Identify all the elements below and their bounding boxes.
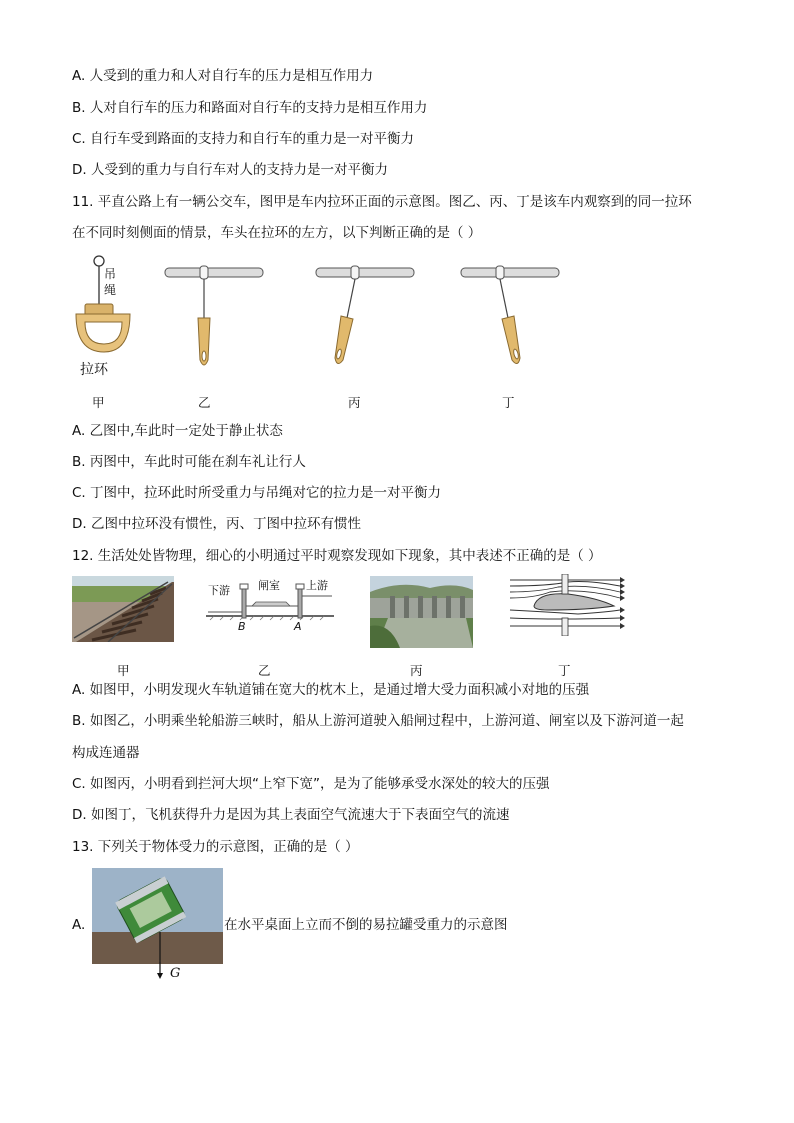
q12-upstream-label: 上游 <box>306 579 328 592</box>
q12-option-b: B. 如图乙，小明乘坐轮船游三峡时，船从上游河道驶入船闸过程中，上游河道、闸室以及下游河道一起 <box>72 713 684 729</box>
q13-option-a-prefix: A. <box>72 917 86 933</box>
q11-option-c: C. 丁图中，拉环此时所受重力与吊绳对它的拉力是一对平衡力 <box>72 485 442 501</box>
q11-option-a: A. 乙图中,车此时一定处于静止状态 <box>72 423 283 439</box>
q11-stem-line2: 在不同时刻侧面的情景，车头在拉环的左方，以下判断正确的是（ ） <box>72 225 482 241</box>
q13-stem: 13. 下列关于物体受力的示意图，正确的是（ ） <box>72 839 359 855</box>
q12-option-d: D. 如图丁，飞机获得升力是因为其上表面空气流速大于下表面空气的流速 <box>72 807 510 823</box>
q10-option-a: A. 人受到的重力和人对自行车的压力是相互作用力 <box>72 68 374 84</box>
q12-caption-yi: 乙 <box>258 663 271 678</box>
q13-gravity-label: G <box>170 966 181 981</box>
q11-stem-line1: 11. 平直公路上有一辆公交车，图甲是车内拉环正面的示意图。图乙、丙、丁是该车内观察到的同一拉环 <box>72 194 692 210</box>
q11-caption-yi: 乙 <box>198 395 211 410</box>
q11-figure-bing <box>313 262 417 374</box>
q12-point-b-label: B <box>238 620 246 633</box>
q12-figure-dam <box>370 576 473 648</box>
q11-option-b: B. 丙图中，车此时可能在刹车礼让行人 <box>72 454 306 470</box>
q12-caption-ding: 丁 <box>558 663 571 678</box>
q10-option-c: C. 自行车受到路面的支持力和自行车的重力是一对平衡力 <box>72 131 415 147</box>
q11-figure-ding <box>458 262 562 374</box>
q11-caption-jia: 甲 <box>92 395 105 410</box>
q12-caption-jia: 甲 <box>117 663 130 678</box>
q12-option-c: C. 如图丙，小明看到拦河大坝“上窄下宽”，是为了能够承受水深处的较大的压强 <box>72 776 550 792</box>
q11-rope-label-1: 吊 <box>104 267 117 281</box>
q11-rope-label-2: 绳 <box>104 283 117 297</box>
q12-figure-railway <box>72 576 174 642</box>
q11-rope-label <box>104 266 116 298</box>
q11-option-d: D. 乙图中拉环没有惯性，丙、丁图中拉环有惯性 <box>72 516 361 532</box>
q13-option-a-text: 在水平桌面上立而不倒的易拉罐受重力的示意图 <box>224 917 508 933</box>
q12-downstream-label: 下游 <box>208 584 230 597</box>
q12-lock-label: 闸室 <box>258 579 280 592</box>
q12-option-b-cont: 构成连通器 <box>72 745 140 761</box>
q12-figure-wing <box>508 574 626 636</box>
q11-figure-yi <box>162 262 266 374</box>
q11-caption-bing: 丙 <box>348 395 361 410</box>
q10-option-d: D. 人受到的重力与自行车对人的支持力是一对平衡力 <box>72 162 388 178</box>
q11-caption-ding: 丁 <box>502 395 515 410</box>
q13-gravity-arrow <box>156 962 168 980</box>
q11-ring-label: 拉环 <box>80 362 108 378</box>
q12-caption-bing: 丙 <box>410 663 423 678</box>
q12-point-a-label: A <box>294 620 302 633</box>
q10-option-b: B. 人对自行车的压力和路面对自行车的支持力是相互作用力 <box>72 100 428 116</box>
q12-option-a: A. 如图甲，小明发现火车轨道铺在宽大的枕木上，是通过增大受力面积减小对地的压强 <box>72 682 590 698</box>
q12-stem: 12. 生活处处皆物理，细心的小明通过平时观察发现如下现象，其中表述不正确的是（ ） <box>72 548 602 564</box>
q13-figure-can-photo <box>92 868 223 964</box>
